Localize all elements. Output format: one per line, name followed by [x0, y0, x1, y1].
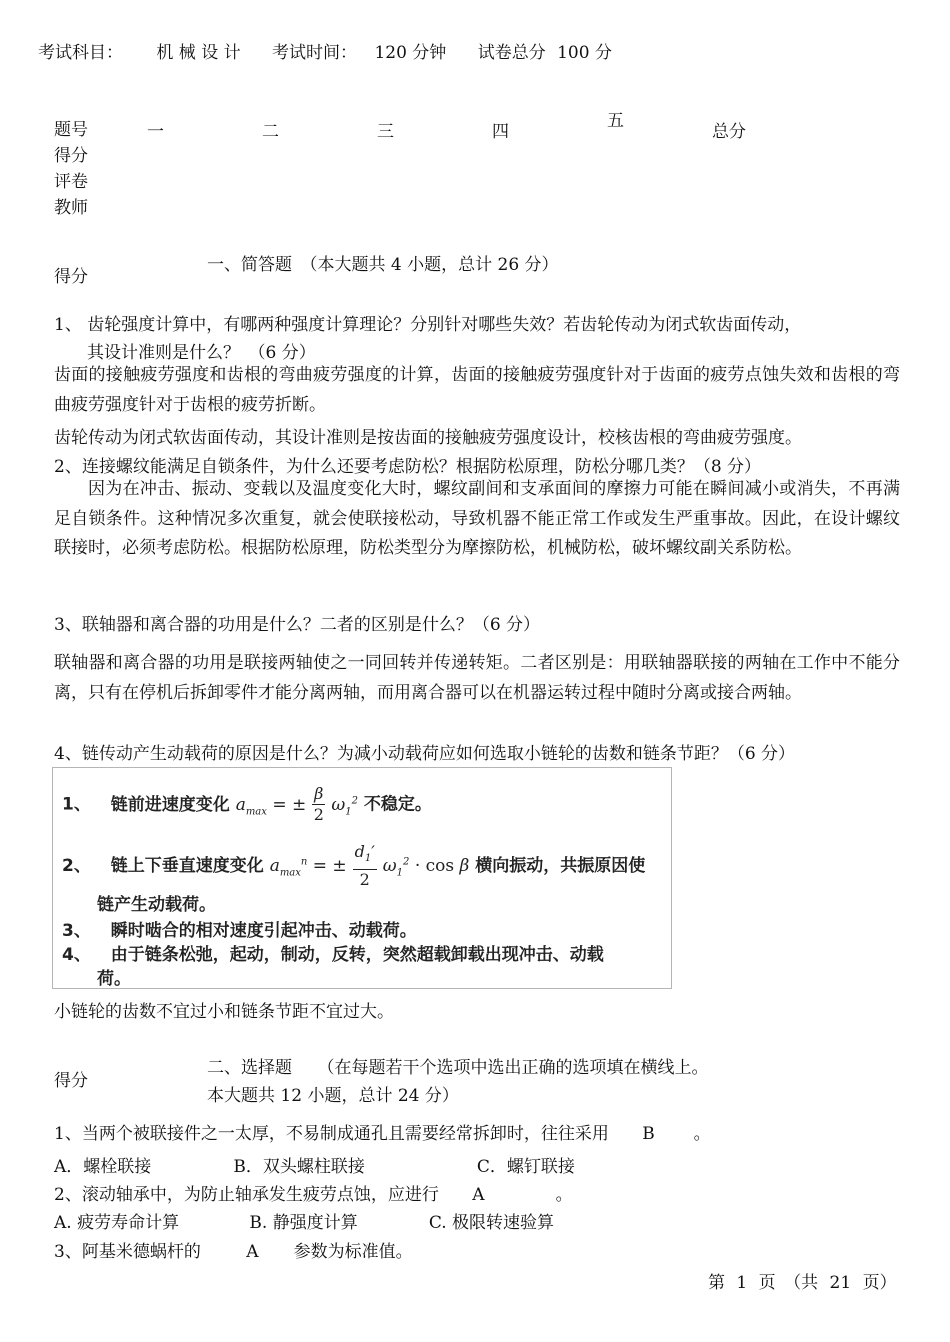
q1-question-line1: 1、 齿轮强度计算中，有哪两种强度计算理论？分别针对哪些失效？若齿轮传动为闭式软齿面传动，: [54, 315, 802, 335]
choice-q1-text: 1、当两个被联接件之一太厚，不易制成通孔且需要经常拆卸时，往往采用: [54, 1124, 609, 1144]
page-footer: [708, 1268, 897, 1293]
image-row-3: [62, 916, 417, 941]
q3-answer: 联轴器和离合器的功用是联接两轴使之一同回转并传递转矩。二者区别是：用联轴器联接的两轴在工作中不能分离，只有在停机后拆卸零件才能分离两轴，而用离合器可以在机器运转过程中随时分离或接合两轴。: [54, 653, 900, 703]
choice-q1-end: 。: [693, 1124, 711, 1144]
exam-header: [38, 38, 612, 63]
section2-title-line1: 二、选择题 （在每题若干个选项中选出正确的选项填在横线上。: [207, 1058, 709, 1078]
q1-answer-a: 齿面的接触疲劳强度和齿根的弯曲疲劳强度的计算，齿面的接触疲劳强度针对于齿面的疲劳点蚀失效和齿根的弯曲疲劳强度针对于齿根的疲劳折断。: [54, 365, 900, 415]
section1-title: 一、简答题 （本大题共 4 小题，总计 26 分）: [207, 255, 559, 275]
time-value: 120 分钟: [374, 43, 447, 63]
image-row-2-text-b: 横向振动，共振原因使: [475, 856, 646, 877]
q4-answer: 小链轮的齿数不宜过小和链条节距不宜过大。: [54, 1002, 394, 1022]
image-row-2-text-a: 链上下垂直速度变化: [110, 856, 264, 877]
q4-question: 4、链传动产生动载荷的原因是什么？为减小动载荷应如何选取小链轮的齿数和链条节距？（6 分）: [54, 744, 796, 764]
choice-q1-option-c: C．螺钉联接: [476, 1157, 575, 1177]
row-label-teacher: 教师: [54, 198, 88, 218]
column-header-5: 五: [607, 111, 624, 131]
formula-omega1-sq-cos: $\omega_1^2 \cdot \cos \beta$: [382, 856, 470, 879]
column-header-3: 三: [377, 122, 394, 142]
page-suffix: 页）: [862, 1273, 897, 1293]
choice-q1-options: [54, 1152, 575, 1177]
fraction-d1-over-2: $\frac{d_1'}{2}$: [354, 842, 375, 890]
choice-q1-option-b: B．双头螺柱联接: [233, 1157, 365, 1177]
image-row-4: [62, 940, 604, 965]
q2-question: 2、连接螺纹能满足自锁条件，为什么还要考虑防松？根据防松原理，防松分哪几类？（8 分）: [54, 457, 762, 477]
image-row-3-num: 3、: [62, 921, 91, 941]
image-row-3-text: 瞬时啮合的相对速度引起冲击、动载荷。: [110, 921, 417, 941]
image-row-1-text-b: 不稳定。: [363, 794, 432, 815]
row-label-score: 得分: [54, 146, 88, 166]
image-row-1-num: 1、: [62, 794, 91, 815]
q1-question-line2: 其设计准则是什么？ （6 分）: [87, 343, 316, 363]
choice-q1: [54, 1119, 711, 1144]
q4-answer-image: [52, 767, 672, 989]
formula-a-max-n: $a_{max}^n$ = ±: [269, 856, 347, 879]
page-number: 1: [736, 1273, 748, 1293]
choice-q1-answer: B: [642, 1124, 655, 1144]
column-header-total: 总分: [712, 122, 746, 142]
choice-q3-answer: A: [246, 1242, 259, 1262]
image-row-2: [62, 842, 645, 890]
image-row-1: [62, 784, 432, 825]
choice-q2-options: [54, 1208, 554, 1233]
choice-q2-end: 。: [555, 1185, 573, 1205]
page-mid: 页 （共: [758, 1273, 819, 1293]
choice-q2-answer: A: [472, 1185, 485, 1205]
choice-q1-option-a: A．螺栓联接: [54, 1157, 152, 1177]
time-label: 考试时间：: [272, 43, 358, 63]
q1-answer-b: 齿轮传动为闭式软齿面传动，其设计准则是按齿面的接触疲劳强度设计，校核齿根的弯曲疲劳强度。: [54, 428, 802, 448]
column-header-2: 二: [262, 122, 279, 142]
image-row-4-cont: 荷。: [97, 969, 131, 989]
q3-question: 3、联轴器和离合器的功用是什么？二者的区别是什么？（6 分）: [54, 615, 541, 635]
total-value: 100 分: [557, 43, 612, 63]
subject-label: 考试科目：: [38, 43, 123, 63]
choice-q3: [54, 1237, 413, 1262]
image-row-2-num: 2、: [62, 856, 91, 877]
image-row-2-cont: 链产生动载荷。: [97, 895, 216, 915]
choice-q2: [54, 1180, 573, 1205]
section1-score-label: 得分: [54, 267, 88, 287]
total-label: 试卷总分: [477, 43, 546, 63]
row-label-grader: 评卷: [54, 172, 88, 192]
subject-value: 机 械 设 计: [156, 43, 241, 63]
row-label-question-no: 题号: [54, 120, 88, 140]
choice-q2-option-a: A. 疲劳寿命计算: [54, 1213, 180, 1233]
page-total: 21: [829, 1273, 852, 1293]
choice-q2-text: 2、滚动轴承中，为防止轴承发生疲劳点蚀，应进行: [54, 1185, 439, 1205]
formula-a-max: $a_{max}$ = ±: [235, 794, 307, 817]
choice-q2-option-c: C. 极限转速验算: [428, 1213, 555, 1233]
section2-score-label: 得分: [54, 1071, 88, 1091]
image-row-4-text: 由于链条松弛，起动，制动，反转，突然超载卸载出现冲击、动载: [110, 945, 604, 965]
score-table-row-labels: [54, 117, 114, 221]
section2-title-line2: 本大题共 12 小题，总计 24 分）: [207, 1086, 459, 1106]
column-header-4: 四: [492, 122, 509, 142]
column-header-1: 一: [147, 122, 164, 142]
q2-answer: 因为在冲击、振动、变载以及温度变化大时，螺纹副间和支承面间的摩擦力可能在瞬间减小或消失，不再满足自锁条件。这种情况多次重复，就会使联接松动，导致机器不能正常工作或发生严重事故。因此，在设计螺纹联接时，必须考虑防松。根据防松原理，防松类型分为摩擦防松，机械防松，破坏螺纹副关系防松。: [54, 479, 900, 558]
choice-q3-end: 参数为标准值。: [293, 1242, 413, 1262]
image-row-4-num: 4、: [62, 945, 91, 965]
choice-q2-option-b: B. 静强度计算: [249, 1213, 358, 1233]
image-row-1-text-a: 链前进速度变化: [110, 794, 230, 815]
page-prefix: 第: [708, 1273, 725, 1293]
fraction-beta-over-2: $\frac{\beta}{2}$: [313, 784, 324, 824]
choice-q3-text: 3、阿基米德蜗杆的: [54, 1242, 201, 1262]
formula-omega1-sq: $\omega_1^2$: [331, 794, 358, 817]
